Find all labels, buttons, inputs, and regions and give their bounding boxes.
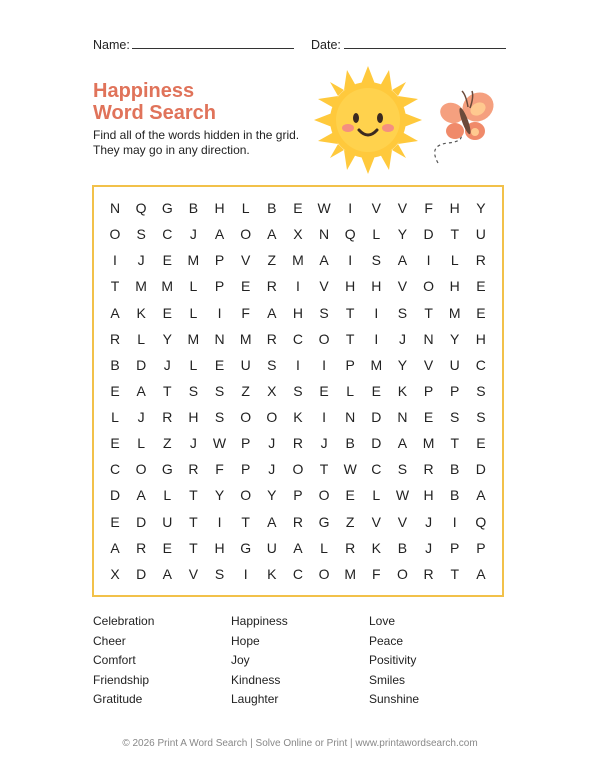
name-label: Name:: [93, 38, 130, 52]
grid-cell[interactable]: M: [187, 330, 200, 347]
grid-cell[interactable]: M: [448, 304, 461, 321]
grid-cell[interactable]: M: [239, 330, 252, 347]
grid-cell[interactable]: R: [109, 330, 121, 347]
grid-cell[interactable]: C: [292, 330, 303, 347]
grid-cell[interactable]: A: [397, 435, 408, 452]
grid-cell[interactable]: S: [476, 382, 486, 399]
grid-cell[interactable]: W: [343, 461, 357, 478]
grid-cell[interactable]: I: [452, 513, 457, 530]
grid-cell[interactable]: T: [162, 382, 172, 399]
grid-cell[interactable]: T: [241, 513, 250, 530]
grid-cell[interactable]: T: [450, 226, 459, 243]
grid-cell[interactable]: V: [423, 356, 434, 373]
grid-cell[interactable]: P: [214, 252, 225, 269]
grid-cell[interactable]: U: [266, 539, 277, 556]
grid-cell[interactable]: C: [292, 565, 303, 582]
grid-cell[interactable]: I: [295, 278, 300, 295]
grid-cell[interactable]: F: [241, 304, 250, 321]
butterfly-icon: [428, 85, 508, 175]
grid-cell[interactable]: A: [136, 382, 146, 399]
grid-cell[interactable]: P: [293, 487, 303, 504]
grid-cell[interactable]: O: [240, 409, 252, 426]
word-item: Laughter: [231, 692, 279, 706]
grid-cell[interactable]: R: [188, 461, 199, 478]
instructions: [93, 128, 299, 158]
grid-cell[interactable]: A: [214, 226, 225, 243]
name-field-line[interactable]: [132, 48, 294, 49]
grid-cell[interactable]: V: [371, 200, 381, 216]
grid-cell[interactable]: R: [292, 435, 303, 452]
grid-cell[interactable]: V: [397, 278, 408, 295]
grid-cell[interactable]: Q: [344, 226, 356, 243]
grid-cell[interactable]: S: [293, 382, 303, 399]
grid-cell[interactable]: J: [268, 461, 276, 478]
word-item: Love: [369, 614, 396, 628]
grid-cell[interactable]: Y: [214, 487, 225, 504]
grid-cell[interactable]: B: [345, 435, 355, 452]
grid-cell[interactable]: W: [395, 487, 410, 504]
grid-cell[interactable]: S: [450, 409, 460, 426]
grid-cell[interactable]: B: [450, 461, 460, 478]
grid-cell[interactable]: E: [162, 252, 172, 269]
grid-cell[interactable]: N: [423, 330, 434, 347]
grid-cell[interactable]: O: [240, 226, 252, 243]
grid-cell[interactable]: O: [423, 278, 435, 295]
date-field-line[interactable]: [344, 48, 506, 49]
grid-cell[interactable]: E: [319, 382, 329, 399]
grid-cell[interactable]: R: [266, 278, 277, 295]
grid-cell[interactable]: G: [318, 513, 330, 530]
grid-cell[interactable]: X: [293, 226, 303, 243]
grid-cell[interactable]: E: [476, 304, 486, 321]
grid-cell[interactable]: Q: [475, 513, 487, 530]
grid-cell[interactable]: E: [214, 356, 225, 373]
grid-cell[interactable]: S: [136, 226, 146, 243]
grid-cell[interactable]: E: [240, 278, 251, 295]
word-search-grid[interactable]: [102, 195, 494, 587]
grid-cell[interactable]: H: [292, 304, 303, 321]
grid-cell[interactable]: R: [136, 539, 147, 556]
grid-cell[interactable]: D: [371, 435, 382, 452]
grid-cell[interactable]: T: [345, 304, 355, 321]
grid-cell[interactable]: D: [109, 487, 121, 504]
grid-cell[interactable]: W: [212, 435, 227, 452]
word-item: Gratitude: [93, 692, 143, 706]
grid-cell[interactable]: A: [397, 252, 408, 269]
grid-cell[interactable]: L: [189, 278, 198, 295]
grid-cell[interactable]: S: [214, 382, 225, 399]
grid-cell[interactable]: N: [214, 330, 225, 347]
grid-cell[interactable]: S: [476, 409, 486, 426]
smiling-sun-icon: [312, 64, 424, 176]
grid-cell[interactable]: S: [397, 304, 408, 321]
grid-cell[interactable]: G: [161, 461, 173, 478]
grid-cell[interactable]: Y: [397, 356, 408, 373]
grid-cell[interactable]: H: [214, 200, 225, 216]
grid-cell[interactable]: Z: [345, 513, 355, 530]
grid-cell[interactable]: I: [217, 304, 222, 321]
grid-cell[interactable]: R: [266, 330, 277, 347]
grid-cell[interactable]: I: [295, 356, 300, 373]
grid-cell[interactable]: Z: [241, 382, 250, 399]
grid-cell[interactable]: O: [109, 226, 121, 243]
grid-cell[interactable]: R: [423, 565, 434, 582]
grid-cell[interactable]: C: [162, 226, 173, 243]
grid-cell[interactable]: A: [136, 487, 146, 504]
grid-cell[interactable]: K: [267, 565, 277, 582]
grid-cell[interactable]: D: [136, 513, 147, 530]
grid-cell[interactable]: H: [449, 200, 460, 216]
grid-cell[interactable]: O: [397, 565, 408, 582]
grid-cell[interactable]: Y: [267, 487, 277, 504]
grid-cell[interactable]: P: [476, 539, 486, 556]
grid-cell[interactable]: L: [346, 382, 355, 399]
grid-cell[interactable]: O: [318, 330, 330, 347]
word-item: Kindness: [231, 672, 281, 687]
grid-cell[interactable]: O: [135, 461, 147, 478]
grid-cell[interactable]: S: [267, 356, 277, 373]
grid-cell[interactable]: N: [397, 409, 408, 426]
grid-cell[interactable]: P: [423, 382, 434, 399]
grid-cell[interactable]: T: [450, 435, 459, 452]
grid-cell[interactable]: O: [292, 461, 304, 478]
grid-cell[interactable]: T: [450, 565, 459, 582]
grid-cell[interactable]: A: [267, 304, 277, 321]
grid-cell[interactable]: B: [110, 356, 120, 373]
grid-cell[interactable]: I: [426, 252, 431, 269]
grid-cell[interactable]: O: [240, 487, 252, 504]
grid-cell[interactable]: J: [137, 409, 145, 426]
grid-cell[interactable]: O: [318, 487, 330, 504]
grid-cell[interactable]: L: [163, 487, 172, 504]
grid-cell[interactable]: L: [137, 435, 146, 452]
grid-cell[interactable]: A: [110, 539, 120, 556]
grid-cell[interactable]: C: [475, 356, 486, 373]
grid-cell[interactable]: H: [188, 409, 199, 426]
grid-cell[interactable]: D: [136, 565, 147, 582]
grid-cell[interactable]: I: [374, 330, 379, 347]
grid-cell[interactable]: Y: [476, 200, 486, 216]
grid-cell[interactable]: L: [372, 487, 381, 504]
grid-cell[interactable]: H: [214, 539, 225, 556]
date-label: Date:: [311, 38, 341, 52]
grid-cell[interactable]: A: [162, 565, 172, 582]
grid-cell[interactable]: E: [162, 304, 172, 321]
grid-cell[interactable]: I: [374, 304, 379, 321]
grid-cell[interactable]: E: [110, 435, 120, 452]
grid-cell[interactable]: U: [449, 356, 460, 373]
grid-cell[interactable]: E: [371, 382, 381, 399]
grid-cell[interactable]: K: [397, 382, 408, 399]
grid-cell[interactable]: I: [217, 513, 222, 530]
grid-cell[interactable]: V: [319, 278, 329, 295]
grid-cell[interactable]: P: [450, 382, 460, 399]
grid-cell[interactable]: K: [293, 409, 303, 426]
grid-cell[interactable]: H: [371, 278, 382, 295]
grid-cell[interactable]: X: [267, 382, 277, 399]
grid-cell[interactable]: L: [372, 226, 381, 243]
grid-cell[interactable]: Y: [162, 330, 172, 347]
grid-cell[interactable]: J: [398, 330, 406, 347]
grid-cell[interactable]: Z: [162, 435, 172, 452]
grid-cell[interactable]: S: [188, 382, 199, 399]
grid-cell[interactable]: S: [214, 409, 225, 426]
grid-cell[interactable]: L: [450, 252, 459, 269]
grid-cell[interactable]: M: [422, 435, 435, 452]
grid-cell[interactable]: I: [113, 252, 117, 269]
page-title: [93, 80, 216, 124]
grid-cell[interactable]: J: [425, 513, 433, 530]
grid-cell[interactable]: R: [423, 461, 434, 478]
grid-cell[interactable]: V: [188, 565, 199, 582]
grid-cell[interactable]: B: [450, 487, 460, 504]
grid-cell[interactable]: I: [348, 200, 353, 216]
grid-cell[interactable]: V: [397, 200, 408, 216]
grid-cell[interactable]: E: [293, 200, 303, 216]
grid-cell[interactable]: S: [319, 304, 329, 321]
grid-cell[interactable]: T: [424, 304, 433, 321]
grid-cell[interactable]: B: [267, 200, 277, 216]
grid-cell[interactable]: T: [319, 461, 329, 478]
grid-cell[interactable]: L: [189, 304, 198, 321]
grid-cell[interactable]: O: [266, 409, 278, 426]
grid-cell[interactable]: Z: [267, 252, 277, 269]
grid-cell[interactable]: V: [240, 252, 251, 269]
grid-cell[interactable]: E: [162, 539, 172, 556]
grid-cell[interactable]: A: [267, 226, 277, 243]
grid-cell[interactable]: L: [241, 200, 250, 216]
grid-cell[interactable]: U: [162, 513, 173, 530]
grid-cell[interactable]: A: [110, 304, 120, 321]
grid-cell[interactable]: J: [268, 435, 276, 452]
grid-cell[interactable]: L: [111, 409, 119, 426]
word-item: Peace: [369, 633, 404, 648]
grid-cell[interactable]: H: [449, 278, 460, 295]
grid-cell[interactable]: R: [292, 513, 303, 530]
grid-cell[interactable]: C: [109, 461, 121, 478]
grid-cell[interactable]: L: [320, 539, 328, 556]
grid-cell[interactable]: G: [240, 539, 252, 556]
grid-cell[interactable]: N: [319, 226, 330, 243]
grid-cell[interactable]: E: [110, 382, 120, 399]
word-item: Happiness: [231, 614, 288, 628]
grid-cell[interactable]: P: [240, 461, 251, 478]
grid-cell[interactable]: I: [243, 565, 248, 582]
grid-cell[interactable]: P: [214, 278, 225, 295]
instructions-line-2: They may go in any direction.: [93, 143, 250, 157]
grid-cell[interactable]: F: [215, 461, 224, 478]
grid-cell[interactable]: B: [188, 200, 199, 216]
grid-cell[interactable]: N: [109, 200, 121, 216]
grid-cell[interactable]: T: [345, 330, 355, 347]
title-line-2: Word Search: [93, 102, 216, 124]
grid-cell[interactable]: E: [110, 513, 120, 530]
grid-cell[interactable]: A: [293, 539, 303, 556]
grid-cell[interactable]: M: [161, 278, 174, 295]
grid-cell[interactable]: S: [371, 252, 381, 269]
title-line-1: Happiness: [93, 80, 195, 102]
word-list-column-3: [369, 612, 419, 710]
grid-cell[interactable]: X: [110, 565, 120, 582]
grid-cell[interactable]: G: [161, 200, 173, 216]
grid-cell[interactable]: T: [189, 513, 198, 530]
grid-cell[interactable]: R: [345, 539, 356, 556]
word-list-column-1: [93, 612, 154, 710]
footer: © 2026 Print A Word Search | Solve Online or Print | www.printawordsearch.com: [122, 738, 478, 749]
grid-cell[interactable]: Y: [450, 330, 460, 347]
grid-cell[interactable]: J: [320, 435, 328, 452]
grid-cell[interactable]: V: [371, 513, 381, 530]
grid-cell[interactable]: D: [371, 409, 382, 426]
grid-cell[interactable]: I: [348, 252, 353, 269]
grid-cell[interactable]: L: [189, 356, 198, 373]
word-item: Friendship: [93, 672, 150, 687]
grid-cell[interactable]: A: [267, 513, 277, 530]
grid-cell[interactable]: M: [344, 565, 357, 582]
grid-cell[interactable]: J: [163, 356, 171, 373]
grid-cell[interactable]: F: [372, 565, 381, 582]
grid-cell[interactable]: H: [475, 330, 486, 347]
grid-cell[interactable]: R: [475, 252, 486, 269]
grid-cell[interactable]: I: [322, 409, 326, 426]
grid-cell[interactable]: U: [240, 356, 251, 373]
grid-cell[interactable]: P: [450, 539, 460, 556]
grid-cell[interactable]: N: [345, 409, 356, 426]
grid-cell[interactable]: P: [240, 435, 251, 452]
grid-cell[interactable]: J: [425, 539, 433, 556]
grid-cell[interactable]: E: [476, 435, 486, 452]
word-item: Joy: [231, 653, 250, 667]
grid-cell[interactable]: A: [476, 487, 486, 504]
grid-cell[interactable]: K: [371, 539, 381, 556]
grid-cell[interactable]: T: [110, 278, 120, 295]
grid-cell[interactable]: M: [292, 252, 304, 269]
grid-cell[interactable]: Y: [397, 226, 408, 243]
grid-cell[interactable]: P: [345, 356, 355, 373]
grid-cell[interactable]: Q: [135, 200, 147, 216]
grid-cell[interactable]: M: [370, 356, 383, 373]
grid-cell[interactable]: J: [137, 252, 145, 269]
grid-cell[interactable]: F: [424, 200, 433, 216]
word-item: Positivity: [369, 653, 417, 667]
grid-cell[interactable]: S: [397, 461, 408, 478]
grid-cell[interactable]: I: [322, 356, 326, 373]
grid-cell[interactable]: S: [214, 565, 225, 582]
grid-cell[interactable]: E: [476, 278, 486, 295]
grid-cell[interactable]: K: [136, 304, 146, 321]
grid-cell[interactable]: J: [189, 435, 197, 452]
grid-cell[interactable]: M: [187, 252, 200, 269]
grid-cell[interactable]: A: [319, 252, 329, 269]
grid-cell[interactable]: O: [318, 565, 330, 582]
grid-cell[interactable]: D: [475, 461, 486, 478]
word-item: Celebration: [93, 614, 155, 628]
grid-cell[interactable]: E: [345, 487, 355, 504]
grid-cell[interactable]: D: [136, 356, 147, 373]
grid-cell[interactable]: B: [397, 539, 408, 556]
word-item: Hope: [231, 633, 260, 648]
instructions-line-1: Find all of the words hidden in the grid.: [93, 128, 300, 142]
grid-cell[interactable]: T: [189, 539, 198, 556]
grid-cell[interactable]: D: [423, 226, 434, 243]
grid-cell[interactable]: L: [137, 330, 146, 347]
word-item: Cheer: [93, 633, 126, 648]
grid-cell[interactable]: E: [423, 409, 434, 426]
grid-cell[interactable]: H: [423, 487, 434, 504]
grid-cell[interactable]: M: [135, 278, 147, 295]
word-list-column-2: [231, 612, 288, 710]
grid-cell[interactable]: J: [189, 226, 197, 243]
grid-cell[interactable]: V: [397, 513, 408, 530]
grid-cell[interactable]: A: [476, 565, 486, 582]
grid-cell[interactable]: H: [345, 278, 356, 295]
word-item: Smiles: [369, 672, 406, 687]
grid-cell[interactable]: R: [162, 409, 173, 426]
word-item: Sunshine: [369, 692, 420, 706]
grid-cell[interactable]: T: [189, 487, 198, 504]
word-item: Comfort: [93, 653, 136, 667]
grid-cell[interactable]: C: [371, 461, 382, 478]
grid-cell[interactable]: W: [317, 200, 331, 216]
grid-cell[interactable]: U: [475, 226, 486, 243]
